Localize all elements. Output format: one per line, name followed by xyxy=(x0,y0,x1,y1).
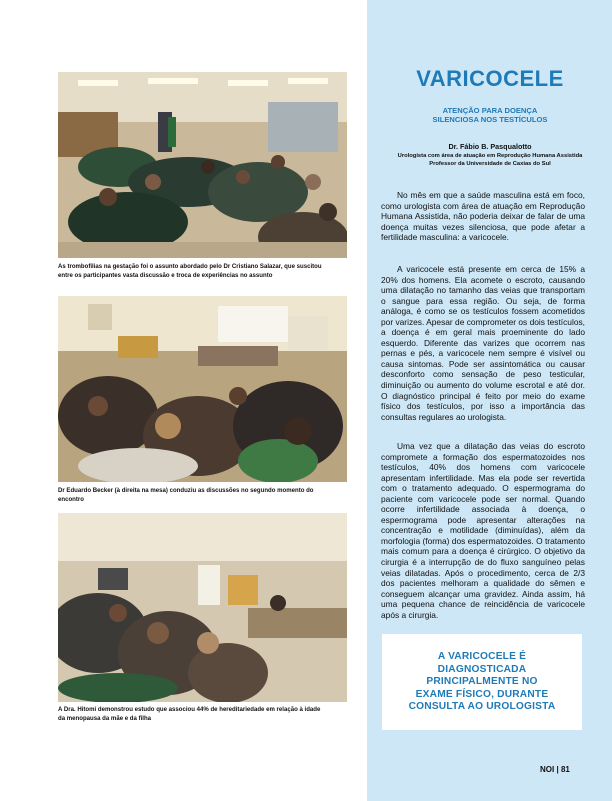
article-paragraph-2: A varicocele está presente em cerca de 15% a 20% dos homens. Ela acomete o escroto, causando uma dilatação no tamanho das veias que transportam o sangue para essa região. Ou seja, de forma análoga, é como se os testículos fossem acometidos por varizes. Apesar de comprometer os dois testículos, a doença é em geral mais proeminente do lado esquerdo. Diferente das varizes que ocorrem nas pernas e pés, a varicocele nem sempre é visível ou causa sintomas. Pode ser assintomática ou causar desconforto como sensação de peso testicular, diminuição ou aumento do volume escrotal e até dor. O diagnóstico principal é feito por meio do exame físico dos testículos, por isso a importância das consultas regulares ao urologista. xyxy=(381,264,585,422)
event-photo-1 xyxy=(58,72,347,258)
author-affiliation xyxy=(380,152,600,168)
article-subtitle xyxy=(380,106,600,124)
pull-quote-line-5: CONSULTA AO UROLOGISTA xyxy=(408,701,556,713)
pull-quote-line-4: EXAME FÍSICO, DURANTE xyxy=(415,688,549,700)
event-photo-3 xyxy=(58,513,347,702)
page-number: 81 xyxy=(560,765,570,774)
page-footer xyxy=(540,765,570,774)
event-photo-2 xyxy=(58,296,347,482)
affiliation-line-2: Professor da Universidade de Caxias do Sul xyxy=(429,161,551,167)
pull-quote-line-3: PRINCIPALMENTE NO xyxy=(426,676,538,688)
photo-caption-1: As trombofilias na gestação foi o assunto abordado pelo Dr Cristiano Salazar, que suscitou entre os participantes vasta discussão e troca de experiências no assunto xyxy=(58,263,322,279)
subtitle-line-2: SILENCIOSA NOS TESTÍCULOS xyxy=(432,115,548,124)
article-paragraph-3: Uma vez que a dilatação das veias do escroto compromete a formação dos espermatozoides nos testículos, 40% dos homens com varicocele apresentam infertilidade. Mas ela pode ser revertida com o tratamento adequado. O espermograma do paciente com varicocele pode ser normal. Quando ocorre infertilidade associada à doença, o espermograma pode apresentar alterações na concentração e motilidade (diminuídas), além da morfologia (forma) dos espermatozoides. O tratamento mais comum para a doença é cirúrgico. O objetivo da cirurgia é a interrupção de do fluxo sanguíneo pelas veias dilatadas. Após o procedimento, cerca de 2/3 dos pacientes melhoram a qualidade do sêmen e conseguem alcançar uma gravidez. Ainda assim, há uma pequena chance de reincidência de varicocele após a cirurgia. xyxy=(381,441,585,620)
footer-separator: | xyxy=(556,765,559,774)
pull-quote-text xyxy=(382,651,582,714)
article-author: Dr. Fábio B. Pasqualotto xyxy=(448,142,532,151)
photo-caption-2: Dr Eduardo Becker (à direita na mesa) conduziu as discussões no segundo momento do encontro xyxy=(58,487,314,503)
affiliation-line-1: Urologista com área de atuação em Reprodução Humana Assistida xyxy=(397,153,583,159)
photo-caption-3: A Dra. Hitomi demonstrou estudo que associou 44% de hereditariedade em relação à idade da menopausa da mãe e da filha xyxy=(58,706,321,722)
pull-quote-box xyxy=(382,634,582,730)
subtitle-line-1: ATENÇÃO PARA DOENÇA xyxy=(442,106,538,115)
pull-quote-line-1: A VARICOCELE É xyxy=(437,651,527,662)
article-paragraph-1: No mês em que a saúde masculina está em foco, como urologista com área de atuação em Reprodução Humana Assistida, não poderia deixar de falar de uma doença muitas vezes silenciosa, que pode afetar a fertilidade masculina: a varicocele. xyxy=(381,190,585,243)
magazine-name: NOI xyxy=(540,765,555,774)
pull-quote-line-2: DIAGNOSTICADA xyxy=(437,663,527,675)
article-title: VARICOCELE xyxy=(416,66,564,91)
